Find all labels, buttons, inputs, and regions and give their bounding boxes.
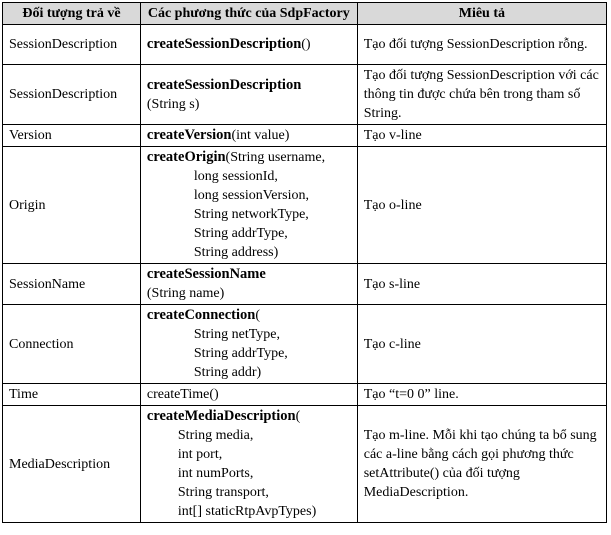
return-type-cell: SessionDescription — [3, 25, 141, 65]
table-row — [3, 264, 607, 305]
method-cell: createTime() — [140, 384, 357, 406]
method-param: int numPorts, — [177, 466, 254, 481]
table-row — [3, 65, 607, 125]
method-cell — [140, 25, 357, 65]
method-signature: (int value) — [231, 128, 290, 143]
description-cell: Tạo đối tượng SessionDescription với các thông tin được chứa bên trong tham số String. — [357, 65, 606, 125]
method-param: long sessionVersion, — [193, 188, 310, 203]
method-name: createVersion — [146, 127, 232, 143]
method-param: String addr) — [193, 365, 262, 380]
header-methods: Các phương thức của SdpFactory — [140, 3, 357, 25]
description-cell: Tạo “t=0 0” line. — [357, 384, 606, 406]
method-signature: (String username, — [225, 150, 326, 165]
method-param: String address) — [193, 245, 279, 260]
table-row — [3, 305, 607, 384]
header-row — [3, 3, 607, 25]
table-row — [3, 125, 607, 147]
method-name: createConnection — [146, 307, 256, 323]
return-type-cell: Connection — [3, 305, 141, 384]
description-cell: Tạo v-line — [357, 125, 606, 147]
sdpfactory-methods-table — [2, 2, 607, 523]
method-param: String addrType, — [193, 226, 288, 241]
description-cell: Tạo m-line. Mỗi khi tạo chúng ta bổ sung các a-line bằng cách gọi phương thức setAttribute() của đối tượng MediaDescription. — [357, 406, 606, 523]
method-param: (String s) — [146, 96, 200, 112]
method-name: createOrigin — [146, 149, 226, 165]
description-cell: Tạo o-line — [357, 147, 606, 264]
table-row — [3, 406, 607, 523]
description-cell: Tạo c-line — [357, 305, 606, 384]
description-cell: Tạo s-line — [357, 264, 606, 305]
method-cell — [140, 406, 357, 523]
table-row — [3, 25, 607, 65]
method-param: int port, — [177, 447, 223, 462]
description-cell: Tạo đối tượng SessionDescription rỗng. — [357, 25, 606, 65]
return-type-cell: MediaDescription — [3, 406, 141, 523]
method-name: createSessionDescription — [146, 36, 302, 52]
method-param: int[] staticRtpAvpTypes) — [177, 504, 317, 519]
header-description: Miêu tả — [357, 3, 606, 25]
method-param: String addrType, — [193, 346, 288, 361]
method-param: (String name) — [146, 286, 225, 301]
method-param: long sessionId, — [193, 169, 278, 184]
method-cell — [140, 65, 357, 125]
table-row — [3, 384, 607, 406]
method-cell — [140, 147, 357, 264]
return-type-cell: Version — [3, 125, 141, 147]
return-type-cell: Time — [3, 384, 141, 406]
method-cell — [140, 264, 357, 305]
method-name: createSessionName — [146, 266, 266, 282]
method-param: String transport, — [177, 485, 269, 500]
method-name: createSessionDescription — [146, 76, 302, 93]
return-type-cell: Origin — [3, 147, 141, 264]
method-name: createMediaDescription — [146, 408, 296, 424]
method-param: String netType, — [193, 327, 281, 342]
method-cell — [140, 125, 357, 147]
return-type-cell: SessionDescription — [3, 65, 141, 125]
return-type-cell: SessionName — [3, 264, 141, 305]
method-signature: () — [301, 37, 311, 52]
method-signature: ( — [295, 409, 301, 424]
header-return-type: Đối tượng trả về — [3, 3, 141, 25]
method-param: String networkType, — [193, 207, 309, 222]
method-cell — [140, 305, 357, 384]
method-param: String media, — [177, 428, 254, 443]
method-signature: ( — [255, 308, 261, 323]
table-row — [3, 147, 607, 264]
